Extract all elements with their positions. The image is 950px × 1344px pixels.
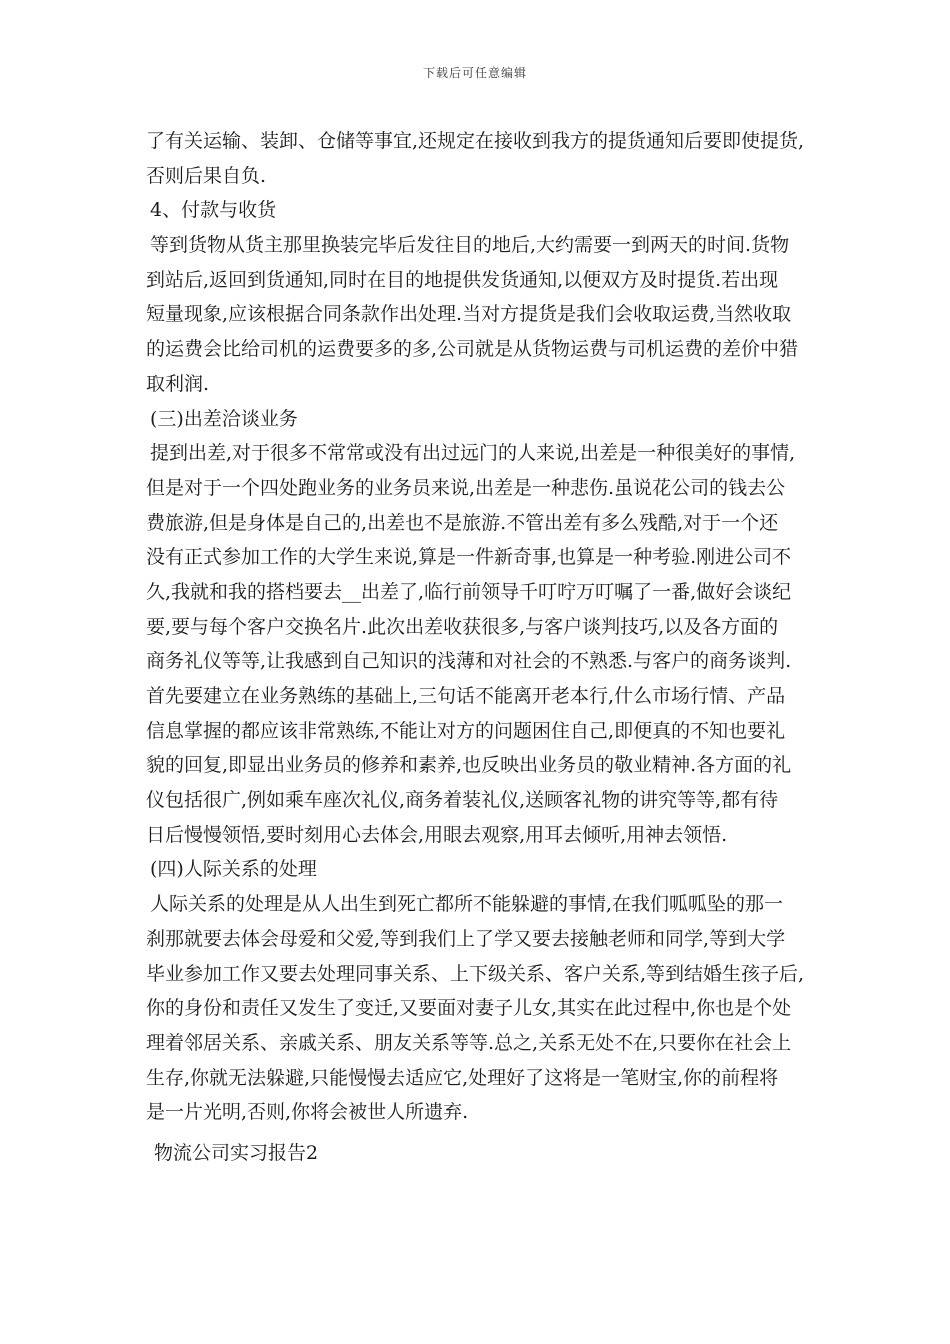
text-line: 仪包括很广,例如乘车座次礼仪,商务着装礼仪,送顾客礼物的讲究等等,都有待	[146, 789, 779, 812]
text-line: 要,要与每个客户交换名片.此次出差收获很多,与客户谈判技巧,以及各方面的	[146, 615, 779, 638]
text-line: 毕业参加工作又要去处理同事关系、上下级关系、客户关系,等到结婚生孩子后,	[146, 962, 805, 985]
text-line: 取利润.	[146, 372, 210, 395]
text-line: 久,我就和我的搭档要去__出差了,临行前领导千叮咛万叮嘱了一番,做好会谈纪	[146, 580, 792, 603]
text-line: 了有关运输、装卸、仓储等事宜,还规定在接收到我方的提货通知后要即使提货,	[146, 130, 805, 152]
text-line: 商务礼仪等等,让我感到自己知识的浅薄和对社会的不熟悉.与客户的商务谈判.	[146, 650, 792, 673]
text-line: 提到出差,对于很多不常常或没有出过远门的人来说,出差是一种很美好的事情,	[150, 442, 796, 465]
text-line: 首先要建立在业务熟练的基础上,三句话不能离开老本行,什么市场行情、产品	[146, 685, 786, 707]
document-body	[146, 124, 816, 1171]
text-line: 生存,你就无法躲避,只能慢慢去适应它,处理好了这将是一笔财宝,你的前程将	[146, 1066, 779, 1089]
text-line: 你的身份和责任又发生了变迁,又要面对妻子儿女,其实在此过程中,你也是个处	[146, 997, 792, 1020]
text-line: 日后慢慢领悟,要时刻用心去体会,用眼去观察,用耳去倾听,用神去领悟.	[146, 823, 728, 846]
text-line: 的运费会比给司机的运费要多的多,公司就是从货物运费与司机运费的差价中猎	[146, 338, 799, 361]
text-line: 刹那就要去体会母爱和父爱,等到我们上了学又要去接触老师和同学,等到大学	[146, 927, 786, 950]
page-header: 下载后可任意编辑	[422, 66, 527, 80]
text-line: 没有正式参加工作的大学生来说,算是一件新奇事,也算是一种考验.刚进公司不	[146, 546, 792, 569]
text-line: 等到货物从货主那里换装完毕后发往目的地后,大约需要一到两天的时间.货物	[150, 234, 790, 257]
section-heading: 4、付款与收货	[150, 199, 277, 222]
text-line: 人际关系的处理是从人出生到死亡都所不能躲避的事情,在我们呱呱坠的那一	[150, 893, 784, 916]
text-line: 费旅游,但是身体是自己的,出差也不是旅游.不管出差有多么残酷,对于一个还	[146, 511, 779, 534]
text-line: 否则后果自负.	[146, 164, 267, 187]
text-line: 貌的回复,即显出业务员的修养和素养,也反映出业务员的敬业精神.各方面的礼	[146, 754, 792, 777]
text-line: 是一片光明,否则,你将会被世人所遗弃.	[146, 1101, 469, 1124]
text-line: 但是对于一个四处跑业务的业务员来说,出差是一种悲伤.虽说花公司的钱去公	[146, 476, 786, 499]
text-line: 到站后,返回到货通知,同时在目的地提供发货通知,以便双方及时提货.若出现	[146, 268, 779, 291]
section-heading: (三)出差洽谈业务	[150, 407, 298, 430]
text-line: 理着邻居关系、亲戚关系、朋友关系等等.总之,关系无处不在,只要你在社会上	[146, 1031, 792, 1054]
report-title: 物流公司实习报告2	[154, 1141, 319, 1164]
text-line: 信息掌握的都应该非常熟练,不能让对方的问题困住自己,即便真的不知也要礼	[146, 719, 786, 742]
section-heading: (四)人际关系的处理	[150, 858, 317, 881]
text-line: 短量现象,应该根据合同条款作出处理.当对方提货是我们会收取运费,当然收取	[146, 303, 792, 326]
